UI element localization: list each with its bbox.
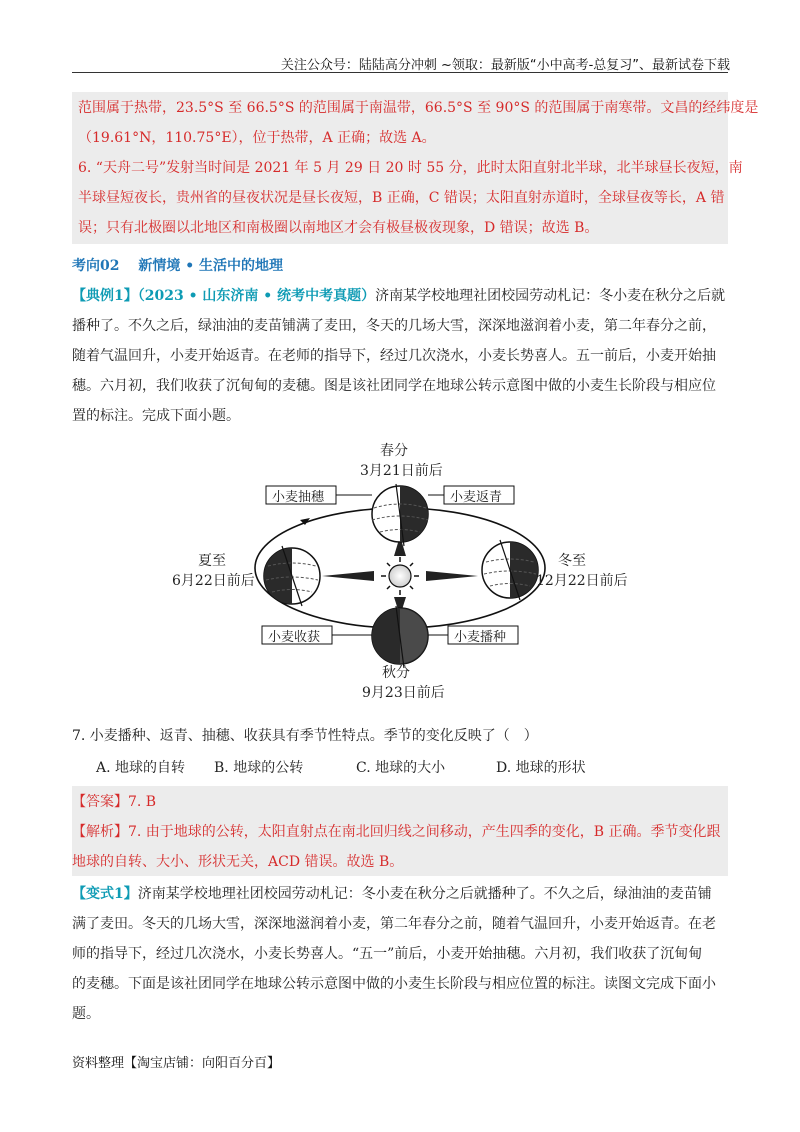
answer-tag: 【答案】 — [72, 794, 128, 810]
prev-answer-line-5: 误；只有北极圈以北地区和南极圈以南地区才会有极昼极夜现象，D 错误；故选 B。 — [78, 220, 599, 236]
answer-text: 7. B — [128, 794, 157, 810]
option-d: D. 地球的形状 — [496, 760, 586, 776]
analysis-text-1: 7. 由于地球的公转，太阳直射点在南北回归线之间移动，产生四季的变化，B 正确。季节变化跟 — [128, 824, 721, 840]
example-line-1: 济南某学校地理社团校园劳动札记：冬小麦在秋分之后就 — [375, 288, 726, 304]
option-b: B. 地球的公转 — [214, 760, 304, 776]
earth-spring — [372, 484, 428, 546]
label-sowing-text: 小麦播种 — [454, 630, 507, 645]
example-line-5: 置的标注。完成下面小题。 — [72, 408, 240, 424]
page-header: 关注公众号：陆陆高分冲刺 ~领取：最新版“小中高考-总复习”、最新试卷下载 — [280, 58, 730, 73]
analysis-line-2: 地球的自转、大小、形状无关，ACD 错误。故选 B。 — [72, 854, 404, 870]
prev-answer-line-4: 半球昼短夜长，贵州省的昼夜状况是昼长夜短，B 正确，C 错误；太阳直射赤道时，全球昼夜等长，A 错 — [78, 190, 725, 206]
earth-summer — [264, 546, 320, 606]
example-first-line — [72, 282, 725, 310]
ray-right — [426, 571, 478, 581]
prev-answer-line-3: 6. “天舟二号”发射当时间是 2021 年 5 月 29 日 20 时 55 分，此时太阳直射北半球，北半球昼长夜短，南 — [78, 160, 743, 176]
autumn-date: 9月23日前后 — [362, 685, 445, 701]
sun-icon — [381, 557, 419, 595]
winter-name: 冬至 — [558, 553, 586, 569]
example-line-3: 随着气温回升，小麦开始返青。在老师的指导下，经过几次浇水，小麦长势喜人。五一前后，小麦开始抽 — [72, 348, 716, 364]
variant-tag: 【变式1】 — [72, 886, 138, 902]
variant-first-line — [72, 880, 712, 908]
analysis-tag: 【解析】 — [72, 824, 128, 840]
variant-line-1: 济南某学校地理社团校园劳动札记：冬小麦在秋分之后就播种了。不久之后，绿油油的麦苗铺 — [137, 886, 712, 902]
variant-line-3: 师的指导下，经过几次浇水，小麦长势喜人。“五一”前后，小麦开始抽穗。六月初，我们收获了沉甸甸 — [72, 946, 703, 962]
section-title: 考向02 新情境 • 生活中的地理 — [72, 258, 284, 274]
earth-autumn — [372, 606, 428, 668]
winter-date: 12月22日前后 — [536, 573, 628, 589]
analysis-line-1 — [72, 818, 721, 846]
answer-line — [72, 788, 156, 816]
page-footer: 资料整理【淘宝店铺：向阳百分百】 — [72, 1056, 281, 1071]
example-line-2: 播种了。不久之后，绿油油的麦苗铺满了麦田，冬天的几场大雪，深深地滋润着小麦，第二年春分之前， — [72, 318, 716, 334]
earth-winter — [482, 540, 538, 600]
example-line-4: 穗。六月初，我们收获了沉甸甸的麦穗。图是该社团同学在地球公转示意图中做的小麦生长阶段与相应位 — [72, 378, 716, 394]
label-heading-text: 小麦抽穗 — [272, 490, 325, 505]
example-tag: 【典例1】 — [72, 288, 138, 304]
question-stem: 7. 小麦播种、返青、抽穗、收获具有季节性特点。季节的变化反映了（ ） — [72, 728, 538, 744]
header-divider — [72, 72, 728, 73]
variant-line-5: 题。 — [72, 1006, 100, 1022]
autumn-name: 秋分 — [382, 665, 410, 681]
prev-answer-line-1: 范围属于热带，23.5°S 至 66.5°S 的范围属于南温带，66.5°S 至 90°S 的范围属于南寒带。文昌的经纬度是 — [78, 100, 759, 116]
summer-date: 6月22日前后 — [172, 573, 255, 589]
summer-name: 夏至 — [198, 553, 226, 569]
spring-date: 3月21日前后 — [360, 463, 443, 479]
ray-left — [322, 571, 374, 581]
option-c: C. 地球的大小 — [356, 760, 446, 776]
label-greening-text: 小麦返青 — [450, 490, 503, 505]
variant-line-4: 的麦穗。下面是该社团同学在地球公转示意图中做的小麦生长阶段与相应位置的标注。读图文完成下面小 — [72, 976, 716, 992]
label-harvest-text: 小麦收获 — [268, 630, 321, 645]
option-a: A. 地球的自转 — [96, 760, 186, 776]
variant-line-2: 满了麦田。冬天的几场大雪，深深地滋润着小麦，第二年春分之前，随着气温回升，小麦开始返青。在老 — [72, 916, 716, 932]
example-source: （2023 • 山东济南 • 统考中考真题） — [137, 288, 376, 304]
prev-answer-line-2: （19.61°N，110.75°E），位于热带，A 正确；故选 A。 — [78, 130, 436, 146]
spring-name: 春分 — [380, 443, 408, 459]
